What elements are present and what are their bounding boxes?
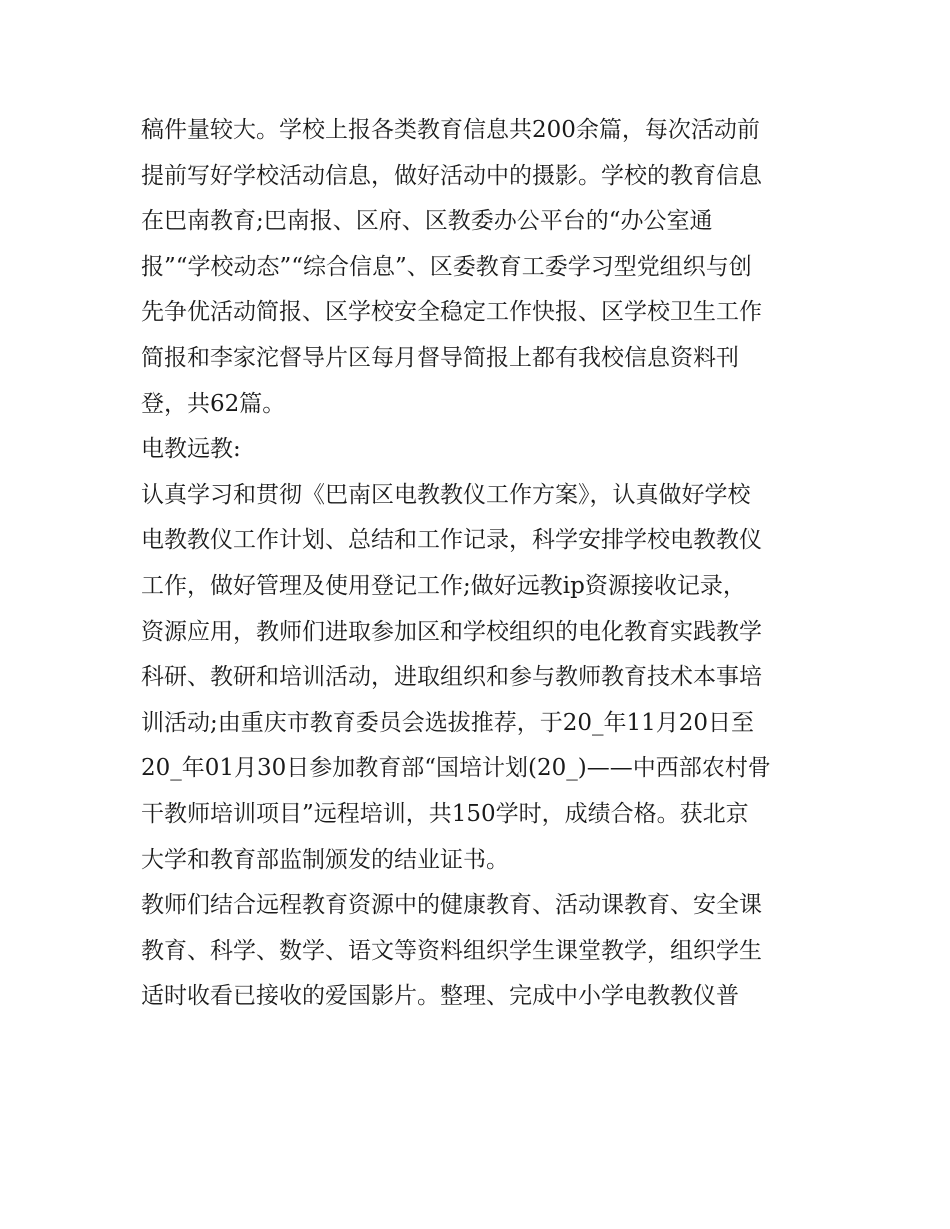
section-heading: 电教远教: <box>141 436 241 463</box>
text-line: 认真学习和贯彻《巴南区电教教仪工作方案》，认真做好学校 <box>141 481 751 508</box>
text-line: 提前写好学校活动信息，做好活动中的摄影。学校的教育信息 <box>141 162 762 189</box>
text-line: 20_年01月30日参加教育部“国培计划(20_)——中西部农村骨 <box>141 755 771 782</box>
text-line: 大学和教育部监制颁发的结业证书。 <box>141 846 509 873</box>
text-line: 稿件量较大。学校上报各类教育信息共200余篇，每次活动前 <box>141 117 760 143</box>
text-line: 适时收看已接收的爱国影片。整理、完成中小学电教教仪普 <box>141 983 739 1010</box>
text-line: 在巴南教育;巴南报、区府、区教委办公平台的“办公室通 <box>141 208 713 235</box>
text-line: 工作，做好管理及使用登记工作;做好远教ip资源接收记录， <box>141 572 746 599</box>
text-line: 干教师培训项目”远程培训，共150学时，成绩合格。获北京 <box>141 800 749 827</box>
document-body <box>141 108 821 1020</box>
text-line: 教师们结合远程教育资源中的健康教育、活动课教育、安全课 <box>141 892 762 919</box>
text-line: 先争优活动简报、区学校安全稳定工作快报、区学校卫生工作 <box>141 299 762 326</box>
text-line: 训活动;由重庆市教育委员会选拔推荐，于20_年11月20日至 <box>141 709 755 736</box>
text-line: 科研、教研和培训活动，进取组织和参与教师教育技术本事培 <box>141 664 762 691</box>
text-line: 电教教仪工作计划、总结和工作记录，科学安排学校电教教仪 <box>141 527 762 554</box>
text-line: 资源应用，教师们进取参加区和学校组织的电化教育实践教学 <box>141 618 762 645</box>
text-line: 简报和李家沱督导片区每月督导简报上都有我校信息资料刊 <box>141 344 739 371</box>
text-line: 教育、科学、数学、语文等资料组织学生课堂教学，组织学生 <box>141 937 762 964</box>
text-line: 登，共62篇。 <box>141 390 286 417</box>
text-line: 报”“学校动态”“综合信息”、区委教育工委学习型党组织与创 <box>141 253 752 280</box>
